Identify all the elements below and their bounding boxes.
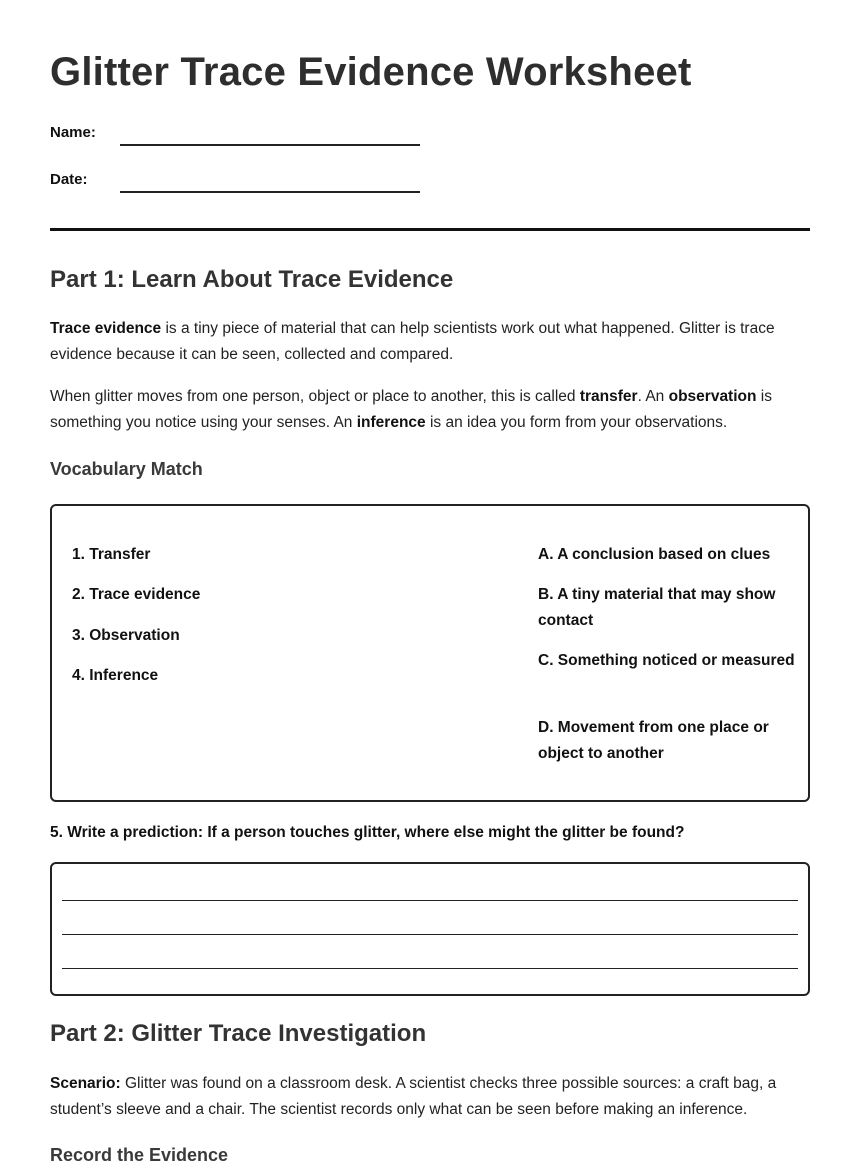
answer-line[interactable]	[62, 968, 798, 969]
scenario-paragraph	[50, 1071, 810, 1122]
date-field[interactable]	[50, 167, 470, 197]
date-label: Date:	[50, 171, 88, 188]
name-label: Name:	[50, 124, 96, 141]
scenario-text: Glitter was found on a classroom desk. A scientist checks three possible sources: a craft bag, a student’s sleeve and a chair. The scientist records only what can be seen before making an inference.	[50, 1075, 777, 1118]
answer-line[interactable]	[62, 934, 798, 935]
answer-line[interactable]	[62, 900, 798, 901]
vocab-term: 4. Inference	[72, 667, 159, 684]
p2-text-1: When glitter moves from one person, object or place to another, this is called	[50, 388, 580, 405]
p2-text-2: . An	[637, 388, 669, 405]
part1-paragraph-2	[50, 384, 810, 435]
p2-text-3: is something you notice using your senses. An	[50, 388, 772, 431]
vocabulary-match-box	[50, 504, 810, 802]
term-transfer: transfer	[579, 388, 638, 405]
name-line[interactable]	[120, 144, 420, 146]
part1-paragraph-1	[50, 316, 810, 367]
vocab-definition: D. Movement from one place or object to another	[538, 719, 769, 762]
vocab-definition: C. Something noticed or measured	[538, 652, 795, 669]
vocabulary-heading: Vocabulary Match	[50, 459, 203, 479]
term-observation: observation	[668, 388, 757, 405]
term-trace-evidence: Trace evidence	[50, 320, 162, 337]
scenario-label: Scenario:	[50, 1075, 121, 1092]
part2-heading: Part 2: Glitter Trace Investigation	[50, 1020, 427, 1047]
term-inference: inference	[356, 413, 426, 431]
prediction-answer-box[interactable]	[50, 862, 810, 996]
vocab-term: 1. Transfer	[72, 546, 151, 563]
name-field[interactable]	[50, 120, 470, 150]
worksheet-title: Glitter Trace Evidence Worksheet	[50, 50, 692, 94]
prediction-question: 5. Write a prediction: If a person touches glitter, where else might the glitter be found?	[50, 824, 685, 841]
header-divider	[50, 228, 810, 231]
vocab-term: 3. Observation	[72, 627, 180, 644]
part1-paragraph-1-text: is a tiny piece of material that can help scientists work out what happened. Glitter is trace evidence because it can be seen, collected and compared.	[50, 320, 775, 363]
vocab-term: 2. Trace evidence	[72, 586, 201, 603]
date-line[interactable]	[120, 191, 420, 193]
vocab-definition: A. A conclusion based on clues	[538, 546, 771, 563]
record-evidence-heading: Record the Evidence	[50, 1145, 229, 1165]
vocab-definition: B. A tiny material that may show contact	[538, 586, 776, 629]
part1-heading: Part 1: Learn About Trace Evidence	[50, 266, 454, 293]
p2-text-4: is an idea you form from your observations.	[425, 413, 728, 431]
